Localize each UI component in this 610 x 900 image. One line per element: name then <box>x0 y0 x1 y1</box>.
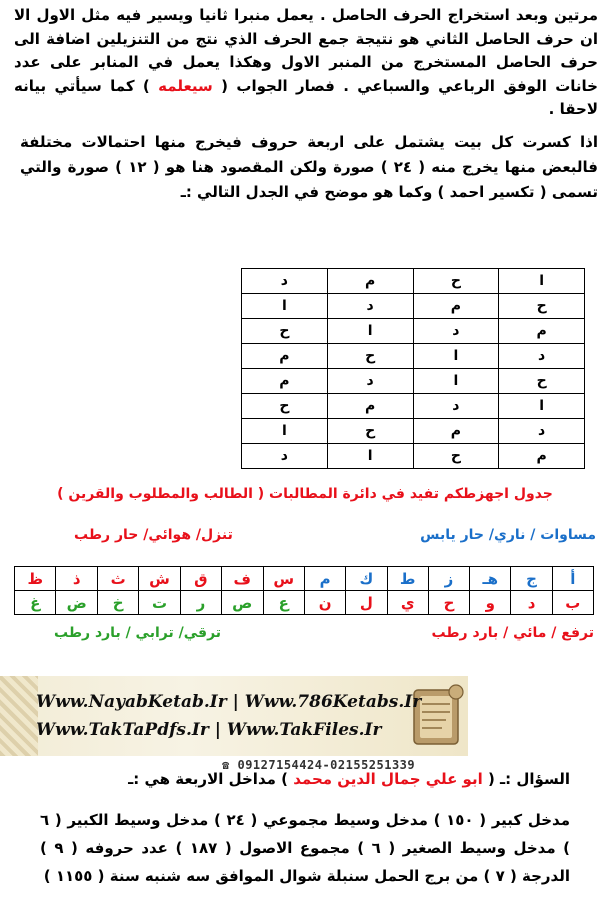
table-cell: د <box>499 419 585 444</box>
table-cell: د <box>327 294 413 319</box>
question-suffix: ) مداخل الاربعة هي :ـ <box>128 770 288 788</box>
table-cell: ا <box>413 344 499 369</box>
table-cell: ح <box>327 344 413 369</box>
letter-cell: أ <box>552 567 593 591</box>
permutation-table <box>241 268 585 469</box>
letter-cell: ف <box>222 567 263 591</box>
letter-cell: ع <box>263 591 304 615</box>
table-row <box>242 369 585 394</box>
paragraph-1 <box>14 4 598 122</box>
table-cell: د <box>242 444 328 469</box>
table-cell: ا <box>413 369 499 394</box>
table-cell: م <box>242 369 328 394</box>
table-cell: م <box>499 444 585 469</box>
table-cell: د <box>413 319 499 344</box>
table-row <box>242 419 585 444</box>
table-cell: م <box>327 394 413 419</box>
letter-cell: ر <box>180 591 221 615</box>
table-cell: م <box>327 269 413 294</box>
letter-cell: ث <box>97 567 138 591</box>
phone-text: 09127154424-02155251339 <box>237 758 416 772</box>
table-cell: د <box>499 344 585 369</box>
table-row <box>242 269 585 294</box>
table-cell: م <box>413 419 499 444</box>
paragraph-1-text: مرتين وبعد استخراج الحرف الحاصل . يعمل منبرا ثانيا ويسير فيه مثل الاول الا ان حرف الحاصل الثاني هو نتيجة جمع الحرف الذي نتج من التنزيلين اضافة الى حرف الحاصل المستخرج من المنبر الاول وهكذا يعمل في المنابر على عدد خانات الوفق الرباعي والسباعي . فصار الجواب ( <box>14 6 598 95</box>
letter-cell: ح <box>428 591 469 615</box>
table-row <box>242 394 585 419</box>
letter-cell: ك <box>346 567 387 591</box>
table-cell: ا <box>499 269 585 294</box>
table-cell: ا <box>242 419 328 444</box>
letter-cell: ذ <box>56 567 97 591</box>
book-scroll-icon <box>408 680 468 752</box>
table-cell: ا <box>242 294 328 319</box>
table-cell: ح <box>413 444 499 469</box>
highlighted-word: سيعلمه <box>158 76 213 95</box>
letter-cell: ش <box>139 567 180 591</box>
letter-cell: ت <box>139 591 180 615</box>
question-name: ابو علي جمال الدين محمد <box>293 770 483 788</box>
table-cell: ا <box>327 319 413 344</box>
table-cell: م <box>499 319 585 344</box>
table-row <box>242 294 585 319</box>
letter-cell: س <box>263 567 304 591</box>
letters-table <box>14 566 594 615</box>
table-cell: د <box>242 269 328 294</box>
question-line <box>128 770 570 788</box>
letter-cell: ق <box>180 567 221 591</box>
letter-cell: هـ <box>470 567 511 591</box>
letter-cell: م <box>304 567 345 591</box>
letter-cell: غ <box>15 591 56 615</box>
table-cell: د <box>327 369 413 394</box>
watermark-banner <box>0 676 468 756</box>
letters-row-top <box>15 567 594 591</box>
letter-cell: د <box>511 591 552 615</box>
question-prefix: السؤال :ـ ( <box>487 770 570 788</box>
table-cell: ح <box>499 369 585 394</box>
letter-cell: خ <box>97 591 138 615</box>
table-cell: ا <box>499 394 585 419</box>
banner-urls-line-2: Www.TakTaPdfs.Ir | Www.TakFiles.Ir <box>36 720 382 740</box>
table-cell: ح <box>242 319 328 344</box>
letter-cell: ظ <box>15 567 56 591</box>
table-caption: جدول اجهزطكم تفيد في دائرة المطالبات ( الطالب والمطلوب والقرين ) <box>57 486 553 502</box>
paragraph-1-end: ) كما سيأتي بيانه لاحقا . <box>14 76 598 118</box>
letter-cell: ج <box>511 567 552 591</box>
letter-cell: ض <box>56 591 97 615</box>
banner-pattern <box>0 676 38 756</box>
table-row <box>242 444 585 469</box>
letter-cell: ز <box>428 567 469 591</box>
table-cell: م <box>242 344 328 369</box>
letter-cell: ن <box>304 591 345 615</box>
paragraph-3: مدخل كبير ( ١٥٠ ) مدخل وسيط مجموعي ( ٢٤ ) مدخل وسيط الكبير ( ٦ ) مدخل وسيط الصغير ( ٦ ) مجموع الاصول ( ١٨٧ ) عدد حروفه ( ٩ ) الدرجة ( ٧ ) من برج الحمل سنبلة شوال الموافق سه شنبه سنة ( ١١٥٥ ) <box>40 811 570 885</box>
nature-fire-label: مساوات / ناري/ حار يابس <box>420 527 596 543</box>
paragraph-2: اذا كسرت كل بيت يشتمل على اربعة حروف فيخرج منها احتمالات مختلفة فالبعض منها يخرج منه ( ٢٤ ) صورة ولكن المقصود هنا هو ( ١٢ ) صورة والتي تسمى ( تكسير احمد ) وكما هو موضح في الجدل التالي :ـ <box>20 133 598 201</box>
table-cell: ح <box>327 419 413 444</box>
nature-air-label: تنزل/ هوائي/ حار رطب <box>74 527 233 543</box>
table-cell: ح <box>242 394 328 419</box>
nature-water-label: ترفع / مائي / بارد رطب <box>431 625 594 641</box>
letter-cell: ط <box>387 567 428 591</box>
letter-cell: و <box>470 591 511 615</box>
letter-cell: ب <box>552 591 593 615</box>
nature-earth-label: ترقي/ ترابي / بارد رطب <box>54 625 222 641</box>
letter-cell: ل <box>346 591 387 615</box>
table-row <box>242 344 585 369</box>
table-cell: م <box>413 294 499 319</box>
letters-row-bottom <box>15 591 594 615</box>
banner-urls-line-1: Www.NayabKetab.Ir | Www.786Ketabs.Ir <box>36 692 422 712</box>
letter-cell: ص <box>222 591 263 615</box>
table-cell: ح <box>499 294 585 319</box>
table-cell: د <box>413 394 499 419</box>
phone-icon: ☎ <box>222 758 230 772</box>
table-cell: ح <box>413 269 499 294</box>
letter-cell: ي <box>387 591 428 615</box>
table-row <box>242 319 585 344</box>
table-cell: ا <box>327 444 413 469</box>
